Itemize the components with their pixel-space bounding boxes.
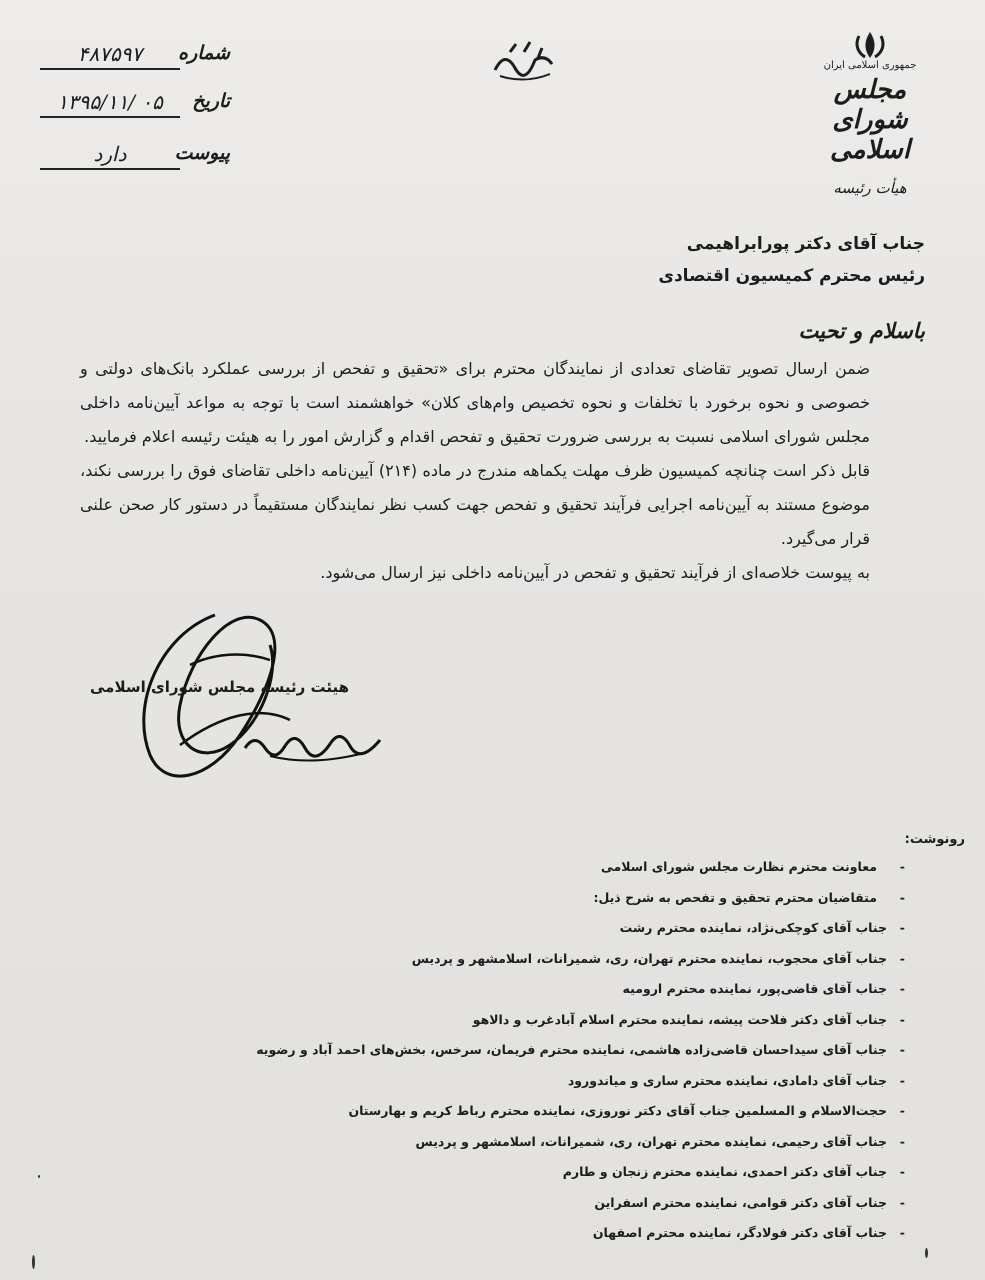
attachment-value: دارد bbox=[40, 140, 180, 170]
cc-item: -جناب آقای سیداحسان قاضی‌زاده هاشمی، نماینده محترم فریمان، سرخس، بخش‌های احمد آباد و رضویه bbox=[256, 1042, 905, 1057]
cc-item: -جناب آقای دکتر قوامی، نماینده محترم اسفراین bbox=[594, 1194, 905, 1210]
bismillah-mark bbox=[490, 40, 560, 89]
cc-item: -جناب آقای دکتر فلاحت پیشه، نماینده محترم اسلام آبادغرب و دالاهو bbox=[472, 1011, 905, 1027]
cc-item: -جناب آقای کوچکی‌نژاد، نماینده محترم رشت bbox=[619, 920, 905, 935]
handwritten-name bbox=[240, 718, 390, 768]
addressee-block bbox=[658, 228, 925, 292]
emblem-title: مجلس شورای اسلامی bbox=[829, 75, 911, 165]
scan-speck bbox=[38, 1175, 40, 1178]
date-label: تاریخ bbox=[192, 90, 230, 112]
attachment-label: پیوست bbox=[174, 142, 230, 164]
scan-speck bbox=[32, 1255, 35, 1269]
cc-item: -جناب آقای دامادی، نماینده محترم ساری و میاندورود bbox=[567, 1072, 905, 1088]
cc-item: -معاونت محترم نظارت مجلس شورای اسلامی bbox=[600, 859, 905, 874]
date-field bbox=[40, 88, 230, 118]
council-signature-title: هیئت رئیسه مجلس شورای اسلامی bbox=[90, 678, 350, 696]
cc-item: -جناب آقای دکتر احمدی، نماینده محترم زنجان و طارم bbox=[562, 1164, 905, 1179]
emblem-small-text: جمهوری اسلامی ایران bbox=[823, 60, 917, 71]
emblem-subtitle: هیأت رئیسه bbox=[833, 179, 907, 197]
cc-item: -جناب آقای محجوب، نماینده محترم تهران، ری، شمیرانات، اسلامشهر و پردیس bbox=[411, 950, 905, 966]
addressee-line2: رئیس محترم کمیسیون اقتصادی bbox=[658, 266, 925, 286]
cc-item: -جناب آقای دکتر فولادگر، نماینده محترم اصفهان bbox=[592, 1225, 905, 1240]
scan-speck bbox=[925, 1248, 928, 1258]
greeting: باسلام و تحیت bbox=[798, 318, 925, 343]
cc-item: -حجت‌الاسلام و المسلمین جناب آقای دکتر نوروزی، نماینده محترم رباط کریم و بهارستان bbox=[348, 1103, 905, 1118]
date-value: ۱۳۹۵/۱۱/ ۰۵ bbox=[40, 88, 180, 118]
cc-list bbox=[185, 852, 905, 1249]
cc-title: رونوشت: bbox=[904, 832, 965, 847]
body-paragraph-1: ضمن ارسال تصویر تقاضای تعدادی از نمایندگان محترم برای «تحقیق و تفحص از بررسی عملکرد بانک‌های دولتی و خصوصی و نحوه برخورد با تخلفات و نحوه تخصیص وام‌های کلان» خواهشمند است با توجه به مواعد آیین‌نامه داخلی مجلس شورای اسلامی نسبت به بررسی ضرورت تحقیق و تفحص اقدام و گزارش امور را به هیئت رئیسه اعلام فرمایید. bbox=[80, 359, 870, 446]
cc-item: -جناب آقای رحیمی، نماینده محترم تهران، ری، شمیرانات، اسلامشهر و پردیس bbox=[415, 1133, 905, 1149]
cc-item: -جناب آقای قاضی‌پور، نماینده محترم ارومیه bbox=[622, 981, 905, 996]
letter-body bbox=[80, 352, 925, 590]
attachment-field bbox=[40, 140, 230, 170]
number-value: ۴۸۷۵۹۷ bbox=[40, 40, 180, 70]
parliament-emblem bbox=[810, 30, 930, 197]
body-paragraph-2: قابل ذکر است چنانچه کمیسیون ظرف مهلت یکماهه مندرج در ماده (۲۱۴) آیین‌نامه داخلی تقاضای فوق را بررسی نکند، موضوع مستند به آیین‌نامه اجرایی فرآیند تحقیق و تفحص جهت کسب نظر نمایندگان مستقیماً در دستور کار صحن علنی قرار می‌گیرد. bbox=[80, 461, 870, 548]
emblem-icon bbox=[853, 30, 887, 60]
cc-item: -متقاضیان محترم تحقیق و تفحص به شرح ذیل: bbox=[593, 889, 905, 905]
body-paragraph-3: به پیوست خلاصه‌ای از فرآیند تحقیق و تفحص در آیین‌نامه داخلی نیز ارسال می‌شود. bbox=[320, 563, 870, 582]
number-label: شماره bbox=[178, 42, 230, 64]
number-field bbox=[40, 40, 230, 70]
addressee-line1: جناب آقای دکتر پورابراهیمی bbox=[686, 234, 925, 254]
